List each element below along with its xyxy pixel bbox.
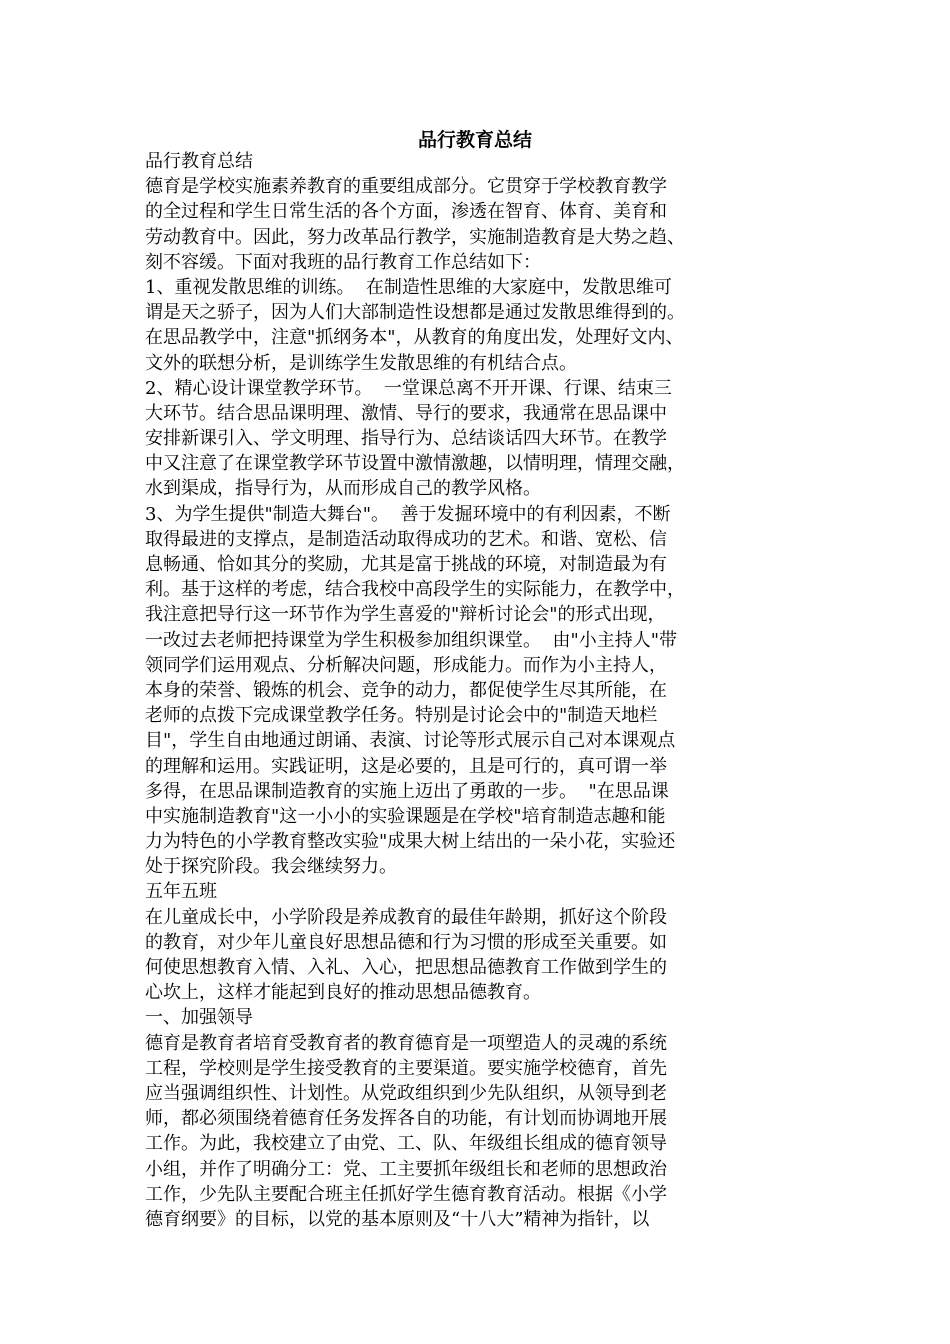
- text-line: 多得，在思品课制造教育的实施上迈出了勇敢的一步。 "在思品课: [145, 780, 669, 802]
- text-line: 大环节。结合思品课明理、激情、导行的要求，我通常在思品课中: [145, 402, 667, 424]
- text-line: 水到渠成，指导行为，从而形成自己的教学风格。: [145, 478, 541, 500]
- text-line: 师，都必须围绕着德育任务发挥各自的功能，有计划而协调地开展: [145, 1108, 667, 1130]
- text-line: 何使思想教育入情、入礼、入心，把思想品德教育工作做到学生的: [145, 957, 667, 978]
- text-line: 德育是教育者培育受教育者的教育德育是一项塑造人的灵魂的系统: [145, 1032, 667, 1054]
- text-line: 应当强调组织性、计划性。从党政组织到少先队组织，从领导到老: [145, 1082, 667, 1104]
- text-line: 刻不容缓。下面对我班的品行教育工作总结如下：: [145, 251, 541, 273]
- text-line: 在思品教学中，注意"抓纲务本"，从教育的角度出发，处理好文内、: [145, 327, 684, 349]
- text-line: 的全过程和学生日常生活的各个方面，渗透在智育、体育、美育和: [145, 201, 667, 223]
- text-line: 安排新课引入、学文明理、指导行为、总结谈话四大环节。在教学: [145, 428, 667, 450]
- text-line: 利。基于这样的考虑，结合我校中高段学生的实际能力，在教学中，: [145, 579, 685, 601]
- document-body: [145, 149, 817, 1232]
- text-line: 目"，学生自由地通过朗诵、表演、讨论等形式展示自己对本课观点: [145, 730, 676, 752]
- text-line: 2、精心设计课堂教学环节。 一堂课总离不开开课、行课、结束三: [145, 377, 672, 399]
- text-line: 3、为学生提供"制造大舞台"。 善于发掘环境中的有利因素，不断: [145, 503, 671, 525]
- text-line: 德育纲要》的目标，以党的基本原则及“十八大”精神为指针，以: [145, 1208, 650, 1230]
- text-line: 一、加强领导: [145, 1007, 253, 1029]
- text-line: 处于探究阶段。我会继续努力。: [145, 856, 397, 878]
- text-line: 的理解和运用。实践证明，这是必要的，且是可行的，真可谓一举: [145, 755, 667, 777]
- text-line: 劳动教育中。因此，努力改革品行教学，实施制造教育是大势之趋、: [145, 226, 685, 248]
- text-line: 小组，并作了明确分工：党、工主要抓年级组长和老师的思想政治: [145, 1158, 667, 1180]
- text-line: 德育是学校实施素养教育的重要组成部分。它贯穿于学校教育教学: [145, 176, 667, 198]
- text-line: 的教育，对少年儿童良好思想品德和行为习惯的形成至关重要。如: [145, 931, 667, 953]
- text-line: 工程，学校则是学生接受教育的主要渠道。要实施学校德育，首先: [145, 1057, 667, 1079]
- text-line: 中又注意了在课堂教学环节设置中激情激趣，以情明理，情理交融，: [145, 453, 685, 475]
- text-line: 1、重视发散思维的训练。 在制造性思维的大家庭中，发散思维可: [145, 276, 672, 298]
- document-title: 品行教育总结: [417, 129, 532, 151]
- text-line: 我注意把导行这一环节作为学生喜爱的"辩析讨论会"的形式出现，: [145, 604, 666, 626]
- text-line: 息畅通、恰如其分的奖励，尤其是富于挑战的环境，对制造最为有: [145, 554, 667, 575]
- text-line: 在儿童成长中，小学阶段是养成教育的最佳年龄期，抓好这个阶段: [145, 906, 667, 928]
- text-line: 本身的荣誉、锻炼的机会、竞争的动力，都促使学生尽其所能，在: [145, 679, 667, 701]
- text-line: 领同学们运用观点、分析解决问题，形成能力。而作为小主持人，: [145, 654, 667, 676]
- text-line: 老师的点拨下完成课堂教学任务。特别是讨论会中的"制造天地栏: [145, 705, 658, 727]
- text-line: 品行教育总结: [145, 151, 253, 172]
- text-line: 工作。为此，我校建立了由党、工、队、年级组长组成的德育领导: [145, 1133, 667, 1155]
- text-line: 工作，少先队主要配合班主任抓好学生德育教育活动。根据《小学: [145, 1183, 667, 1205]
- text-line: 文外的联想分析，是训练学生发散思维的有机结合点。: [145, 352, 577, 374]
- text-line: 谓是天之骄子，因为人们大部制造性设想都是通过发散思维得到的。: [145, 302, 685, 324]
- text-line: 中实施制造教育"这一小小的实验课题是在学校"培育制造志趣和能: [145, 805, 666, 827]
- text-line: 一改过去老师把持课堂为学生积极参加组织课堂。 由"小主持人"带: [145, 629, 677, 651]
- text-line: 力为特色的小学教育整改实验"成果大树上结出的一朵小花，实验还: [145, 831, 676, 853]
- text-line: 取得最进的支撑点，是制造活动取得成功的艺术。和谐、宽松、信: [145, 528, 667, 550]
- text-line: 五年五班: [145, 881, 217, 903]
- text-line: 心坎上，这样才能起到良好的推动思想品德教育。: [145, 982, 541, 1004]
